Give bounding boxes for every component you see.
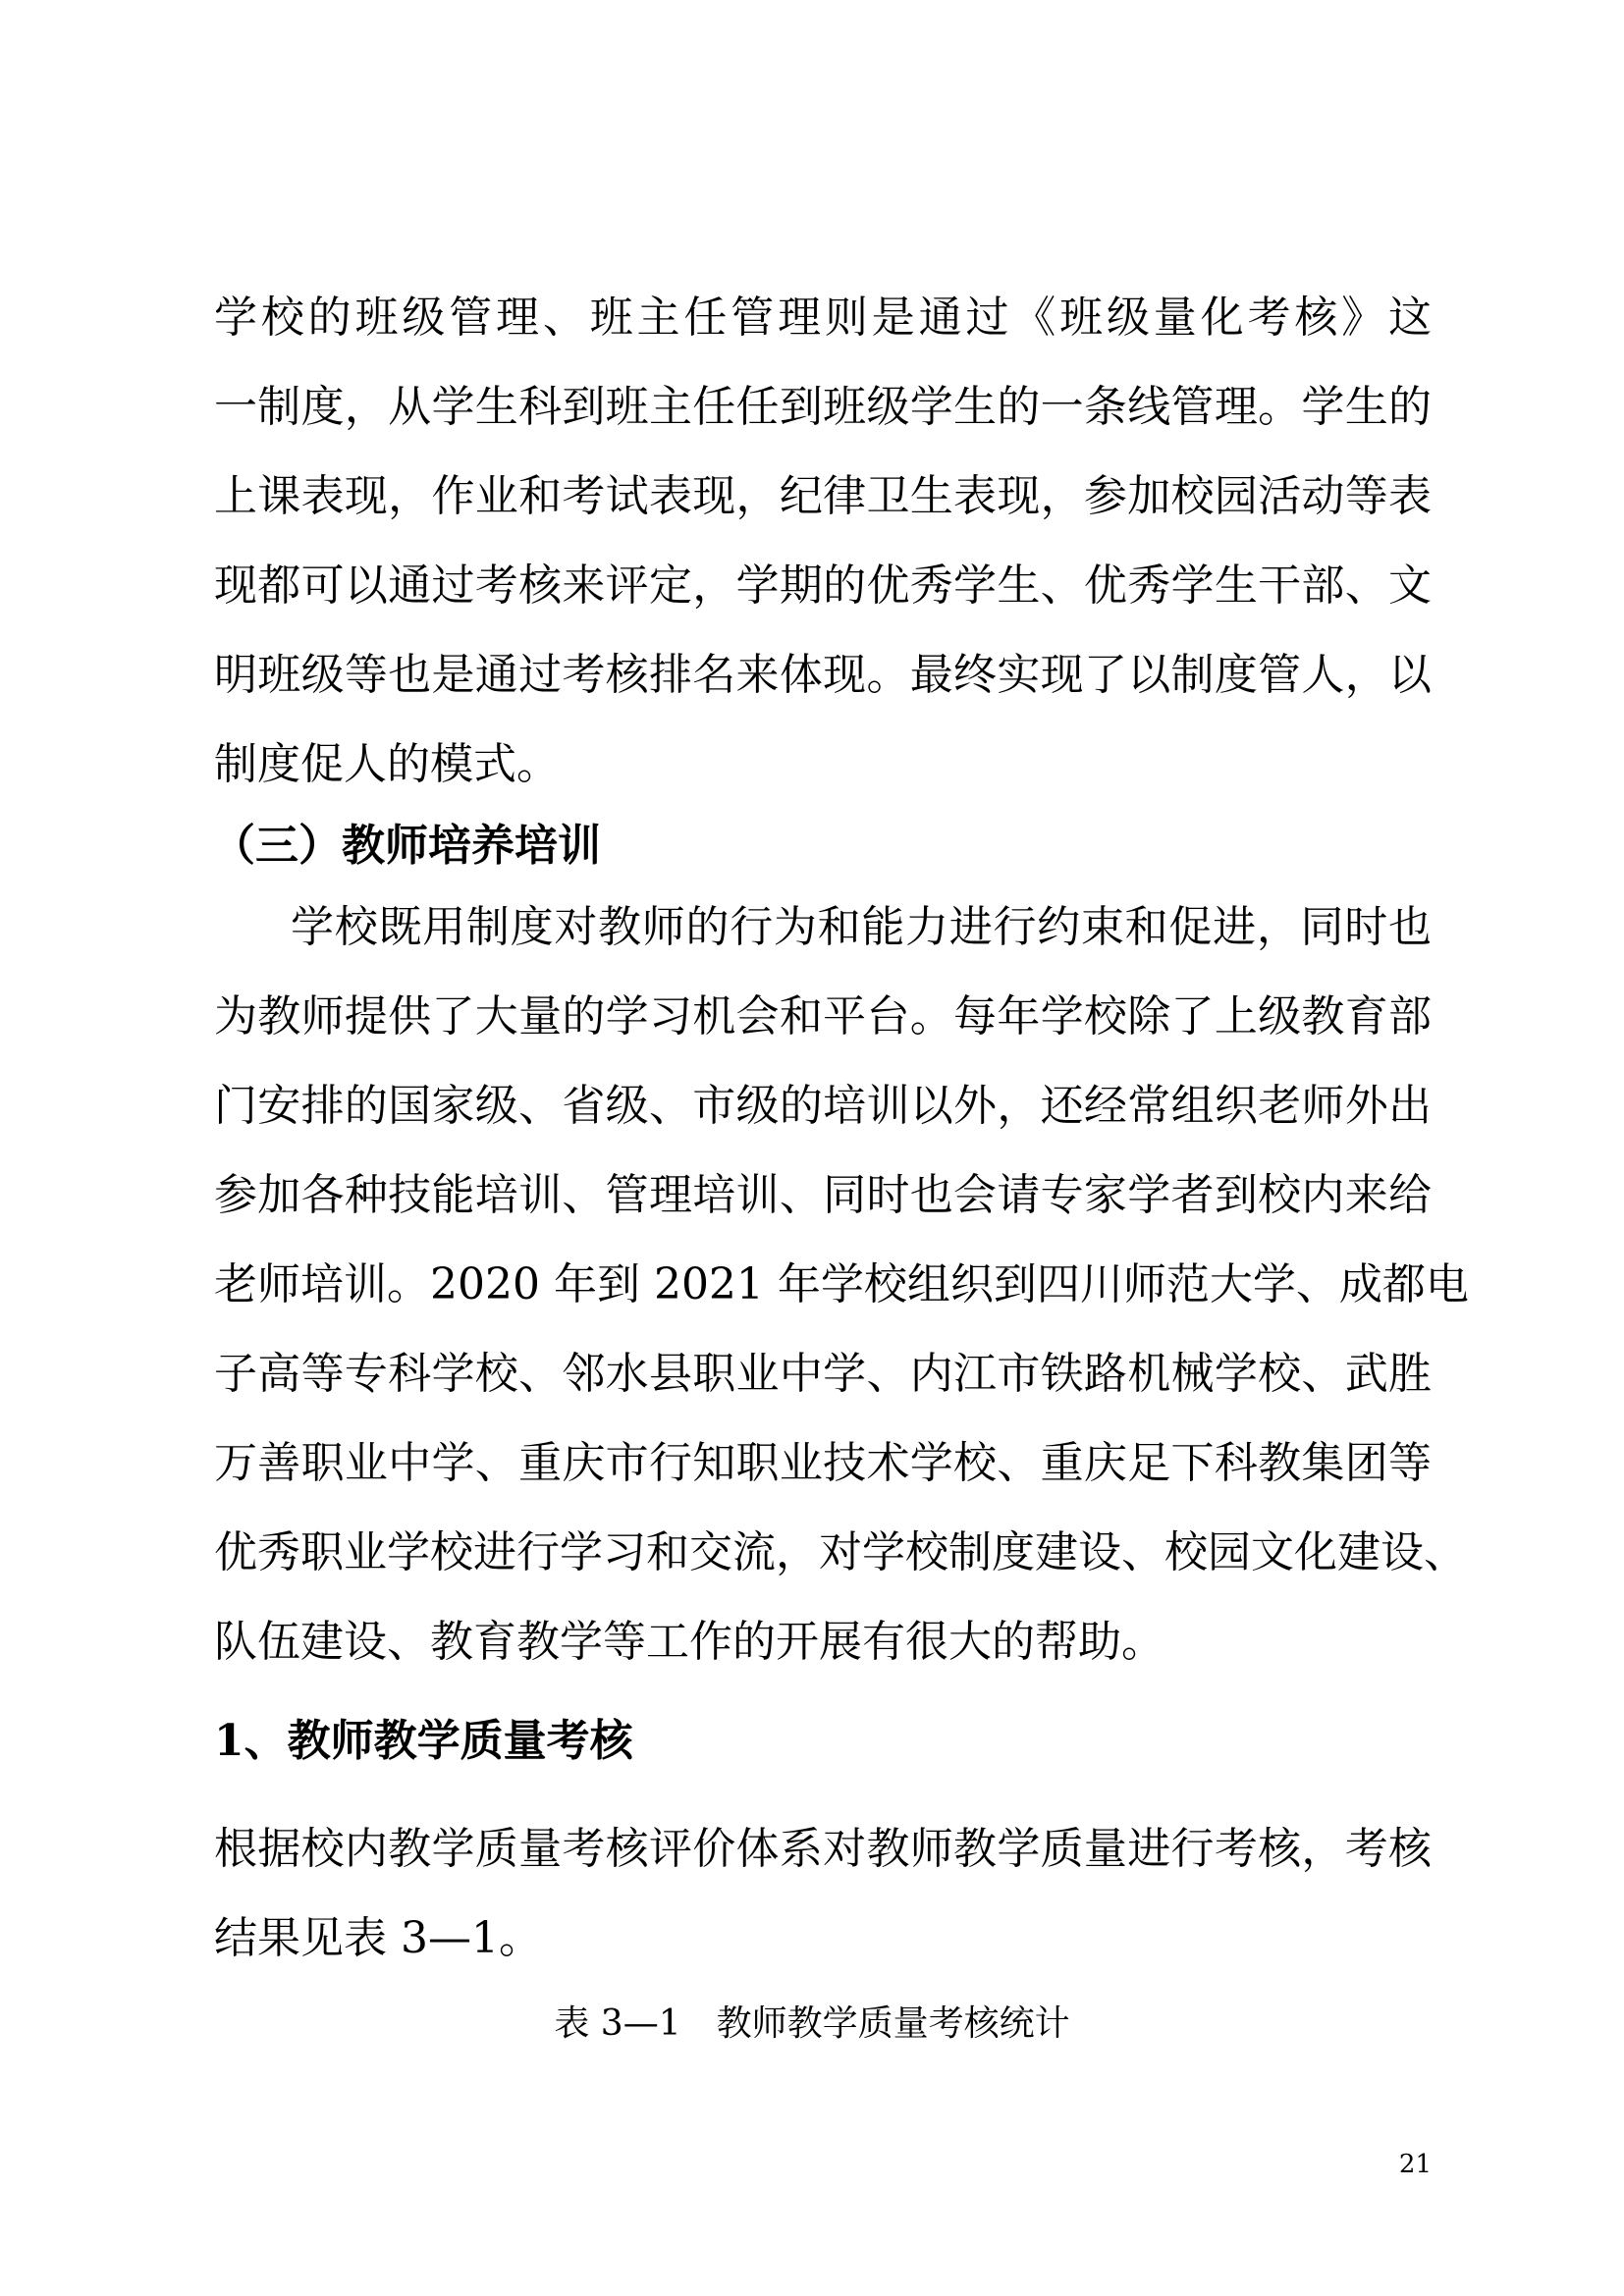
paragraph-line: 优秀职业学校进行学习和交流，对学校制度建设、校园文化建设、 bbox=[214, 1527, 1467, 1577]
paragraph-line: 门安排的国家级、省级、市级的培训以外，还经常组织老师外出 bbox=[214, 1081, 1432, 1131]
page-number: 21 bbox=[1398, 2150, 1432, 2179]
paragraph-line: 队伍建设、教育教学等工作的开展有很大的帮助。 bbox=[214, 1617, 1164, 1667]
paragraph-line: 现都可以通过考核来评定，学期的优秀学生、优秀学生干部、文 bbox=[214, 561, 1432, 611]
paragraph-line: 制度促人的模式。 bbox=[214, 739, 560, 789]
paragraph-line: 子高等专科学校、邻水县职业中学、内江市铁路机械学校、武胜 bbox=[214, 1349, 1432, 1399]
paragraph-line: 学校既用制度对教师的行为和能力进行约束和促进，同时也 bbox=[291, 902, 1432, 952]
section-heading: （三）教师培养培训 bbox=[212, 821, 601, 871]
paragraph-line: 学校的班级管理、班主任管理则是通过《班级量化考核》这 bbox=[214, 293, 1432, 343]
table-caption: 表 3—1 教师教学质量考核统计 bbox=[554, 2003, 1070, 2044]
paragraph-line: 明班级等也是通过考核排名来体现。最终实现了以制度管人，以 bbox=[214, 650, 1432, 700]
paragraph-line: 一制度，从学生科到班主任任到班级学生的一条线管理。学生的 bbox=[214, 382, 1432, 432]
paragraph-line: 老师培训。2020 年到 2021 年学校组织到四川师范大学、成都电 bbox=[214, 1259, 1469, 1309]
paragraph-line: 为教师提供了大量的学习机会和平台。每年学校除了上级教育部 bbox=[214, 991, 1432, 1041]
paragraph-line: 根据校内教学质量考核评价体系对教师教学质量进行考核，考核 bbox=[214, 1824, 1432, 1874]
subsection-heading: 1、教师教学质量考核 bbox=[214, 1716, 633, 1766]
paragraph-line: 万善职业中学、重庆市行知职业技术学校、重庆足下科教集团等 bbox=[214, 1438, 1432, 1488]
paragraph-line: 上课表现，作业和考试表现，纪律卫生表现，参加校园活动等表 bbox=[214, 471, 1432, 521]
paragraph-line: 参加各种技能培训、管理培训、同时也会请专家学者到校内来给 bbox=[214, 1170, 1432, 1220]
paragraph-line: 结果见表 3—1。 bbox=[214, 1913, 542, 1963]
